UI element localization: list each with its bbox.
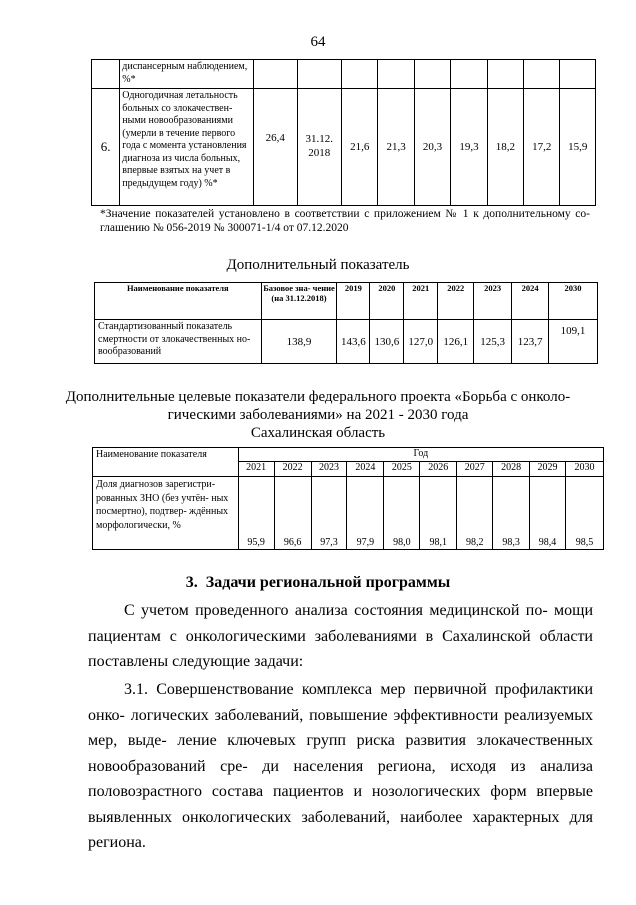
year-header: 2029	[530, 462, 566, 477]
base-value: 26,4	[253, 89, 297, 206]
table-cell: 96,6	[274, 477, 311, 550]
year-header: 2023	[311, 462, 347, 477]
row-label: Одногодичная летальность больных со злокачествен- ными новообразованиями (умерли в течение первого года с момента установления диагноза из числа больных, впервые взятых на учет в предыдущем году) %*	[120, 89, 254, 206]
table-cell: 98,3	[493, 477, 530, 550]
column-header: Наименование показателя	[93, 448, 239, 477]
year-header: 2024	[347, 462, 384, 477]
paragraph-task-3-1: 3.1. Совершенствование комплекса мер первичной профилактики онко- логических заболеваний, повышение эффективности реализуемых мер, выде- ление ключевых групп риска развития злокачественных новообразований сре- ди населения региона, исходя из анализа половозрастного состава пациентов и нозологических форм впервые выявленных онкологических заболеваний, наиболее характерных для региона.	[88, 681, 593, 851]
table-cell: 98,0	[384, 477, 420, 550]
table-cell: 98,2	[457, 477, 493, 550]
row-number: 6.	[92, 89, 120, 206]
table-header-row	[95, 283, 598, 320]
section-heading: 3. Задачи региональной программы	[185, 574, 451, 591]
project-region: Сахалинская область	[250, 425, 386, 441]
table-cell: 98,5	[566, 477, 604, 550]
table-additional-indicator	[94, 282, 598, 364]
table-cell: 98,4	[530, 477, 566, 550]
column-header: 2030	[549, 283, 598, 320]
column-header: 2019	[337, 283, 370, 320]
table-cell: 97,3	[311, 477, 347, 550]
row-label: Доля диагнозов зарегистри- рованных ЗНО (без учтён- ных посмертно), подтвер- ждённых морфологически, %	[93, 477, 239, 550]
year-header: 2027	[457, 462, 493, 477]
year-header: 2026	[420, 462, 457, 477]
table-row	[92, 60, 596, 89]
table-cell: 126,1	[438, 320, 474, 364]
table-cell: 97,9	[347, 477, 384, 550]
paragraph-intro: С учетом проведенного анализа состояния медицинской по- мощи пациентам с онкологическими заболеваниями в Сахалинской области поставлены следующие задачи:	[88, 602, 593, 670]
table-cell: 21,3	[378, 89, 414, 206]
table-cell: 125,3	[474, 320, 512, 364]
year-header: 2021	[238, 462, 274, 477]
table-cell: 21,6	[342, 89, 378, 206]
column-header: 2024	[512, 283, 549, 320]
year-header: 2028	[493, 462, 530, 477]
project-title-line1: Дополнительные целевые показатели федерального проекта «Борьба с онколо-	[65, 389, 571, 405]
year-header: 2022	[274, 462, 311, 477]
table-cell: 123,7	[512, 320, 549, 364]
row-label: диспансерным наблюдением, %*	[120, 60, 254, 89]
column-header: Наименование показателя	[95, 283, 262, 320]
table-cell: 143,6	[337, 320, 370, 364]
project-title-line2: гическими заболеваниями» на 2021 - 2030 года	[167, 407, 469, 423]
additional-indicator-title: Дополнительный показатель	[226, 257, 410, 273]
column-header: 2021	[404, 283, 438, 320]
column-header: 2023	[474, 283, 512, 320]
table-cell: 109,1	[549, 320, 598, 364]
table-indicators-continued	[91, 59, 596, 206]
table-cell: 19,3	[451, 89, 487, 206]
column-header: Год	[238, 448, 603, 462]
table-cell: 15,9	[560, 89, 596, 206]
table-project-indicators	[92, 447, 604, 550]
year-header: 2025	[384, 462, 420, 477]
table-row	[92, 89, 596, 206]
table-cell: 127,0	[404, 320, 438, 364]
table-cell: 20,3	[414, 89, 450, 206]
table-cell: 138,9	[261, 320, 337, 364]
column-header: Базовое зна- чение (на 31.12.2018)	[261, 283, 337, 320]
column-header: 2022	[438, 283, 474, 320]
table-cell: 17,2	[524, 89, 560, 206]
year-header: 2030	[566, 462, 604, 477]
table-row	[93, 477, 604, 550]
table-cell: 18,2	[487, 89, 523, 206]
table-header-row	[93, 448, 604, 462]
table-row	[95, 320, 598, 364]
base-date: 31.12. 2018	[297, 89, 341, 206]
row-label: Стандартизованный показатель смертности от злокачественных но- вообразований	[95, 320, 262, 364]
page-number: 64	[310, 34, 326, 50]
footnote: *Значение показателей установлено в соответствии с приложением № 1 к дополнительному со- глашению № 056-2019 № 300071-1/4 от 07.12.2020	[100, 208, 590, 234]
table-cell: 98,1	[420, 477, 457, 550]
column-header: 2020	[370, 283, 404, 320]
table-cell: 95,9	[238, 477, 274, 550]
table-cell: 130,6	[370, 320, 404, 364]
